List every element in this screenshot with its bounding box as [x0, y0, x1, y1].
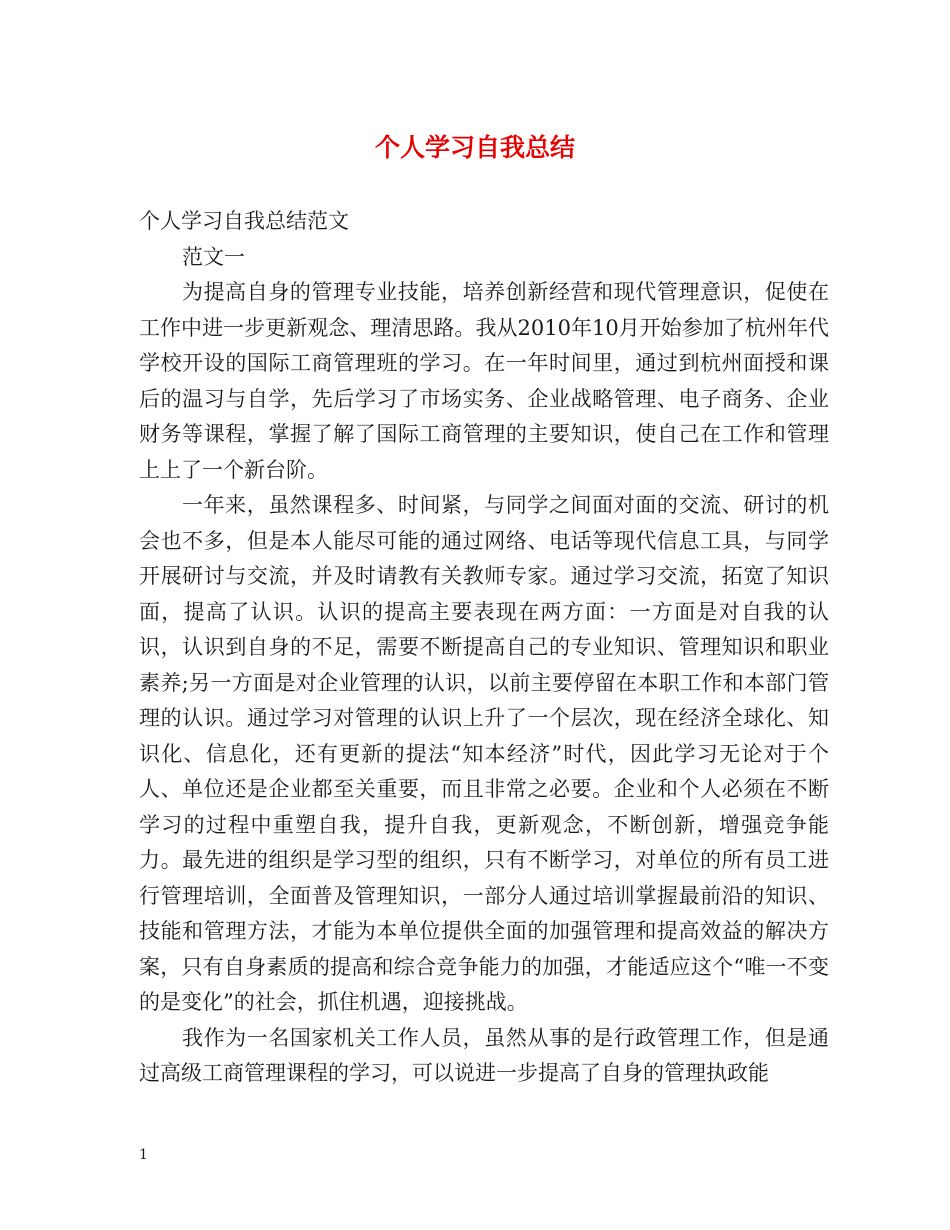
page-number: 1 — [139, 1147, 148, 1163]
paragraph-2: 一年来，虽然课程多、时间紧，与同学之间面对面的交流、研讨的机会也不多，但是本人能尽可能的通过网络、电话等现代信息工具，与同学开展研讨与交流，并及时请教有关教师专家。通过学习交流，拓宽了知识面，提高了认识。认识的提高主要表现在两方面：一方面是对自我的认识，认识到自身的不足，需要不断提高自己的专业知识、管理知识和职业素养;另一方面是对企业管理的认识，以前主要停留在本职工作和本部门管理的认识。通过学习对管理的认识上升了一个层次，现在经济全球化、知识化、信息化，还有更新的提法“知本经济”时代，因此学习无论对于个人、单位还是企业都至关重要，而且非常之必要。企业和个人必须在不断学习的过程中重塑自我，提升自我，更新观念，不断创新，增强竞争能力。最先进的组织是学习型的组织，只有不断学习，对单位的所有员工进行管理培训，全面普及管理知识，一部分人通过培训掌握最前沿的知识、技能和管理方法，才能为本单位提供全面的加强管理和提高效益的解决方案，只有自身素质的提高和综合竞争能力的加强，才能适应这个“唯一不变的是变化”的社会，抓住机遇，迎接挑战。 — [139, 493, 829, 1014]
document-subtitle: 个人学习自我总结范文 — [139, 209, 349, 233]
paragraph-1: 为提高自身的管理专业技能，培养创新经营和现代管理意识，促使在工作中进一步更新观念、理清思路。我从2010年10月开始参加了杭州年代学校开设的国际工商管理班的学习。在一年时间里，通过到杭州面授和课后的温习与自学，先后学习了市场实务、企业战略管理、电子商务、企业财务等课程，掌握了解了国际工商管理的主要知识，使自己在工作和管理上上了一个新台阶。 — [139, 280, 829, 482]
paragraph-3: 我作为一名国家机关工作人员，虽然从事的是行政管理工作，但是通过高级工商管理课程的学习，可以说进一步提高了自身的管理执政能 — [139, 1025, 829, 1085]
section-heading: 范文一 — [182, 244, 245, 269]
document-body — [139, 204, 829, 1092]
document-title: 个人学习自我总结 — [374, 133, 575, 162]
